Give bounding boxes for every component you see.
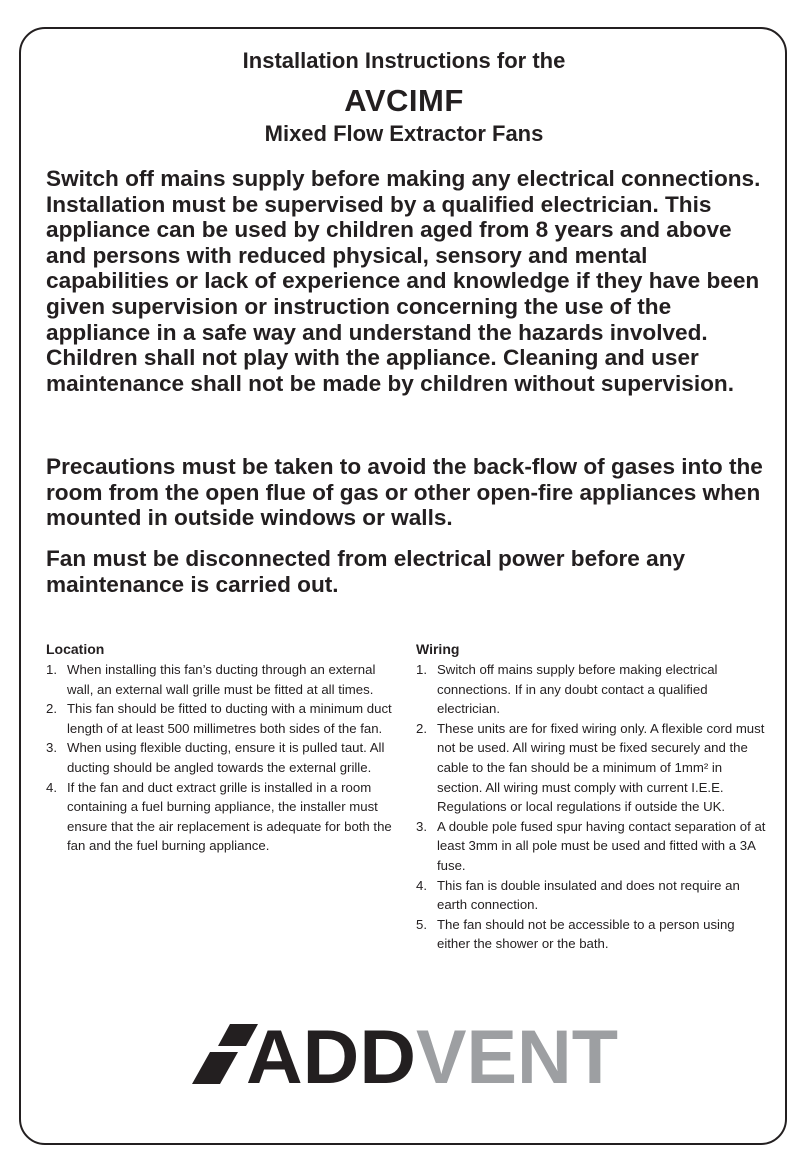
- list-item: [46, 699, 396, 738]
- list-item: [416, 817, 768, 876]
- title-line-3: Mixed Flow Extractor Fans: [264, 121, 544, 146]
- list-text: This fan should be fitted to ducting with a minimum duct length of at least 500 millimetres both sides of the fan.: [67, 701, 392, 736]
- list-text: When installing this fan’s ducting through an external wall, an external wall grille must be fitted at all times.: [67, 662, 376, 697]
- logo-text-vent: VENT: [416, 1022, 618, 1086]
- safety-warning-disconnect: Fan must be disconnected from electrical power before any maintenance is carried out.: [46, 546, 686, 597]
- list-item: [416, 876, 768, 915]
- wiring-list: [416, 660, 768, 954]
- title-line-1: Installation Instructions for the: [242, 48, 566, 73]
- list-number: 3.: [46, 740, 57, 756]
- list-item: [416, 719, 768, 817]
- list-number: 4.: [46, 779, 57, 795]
- safety-warning-supervision: Switch off mains supply before making any electrical connections. Installation must be supervised by a qualified electrician. This appliance can be used by children aged from 8 years and above and persons with reduced physical, sensory and mental capabilities or lack of experience and knowledge if they have been given supervision or instruction concerning the use of the appliance in a safe way and understand the hazards involved. Children shall not play with the appliance. Cleaning and user maintenance shall not be made by children without supervision.: [46, 166, 761, 396]
- location-section: [46, 640, 396, 856]
- addvent-logo: [188, 1022, 620, 1086]
- list-text: A double pole fused spur having contact separation of at least 3mm in all pole must be used and fitted with a 3A fuse.: [437, 818, 766, 873]
- list-text: Switch off mains supply before making electrical connections. If in any doubt contact a qualified electrician.: [437, 662, 718, 717]
- list-number: 2.: [46, 701, 57, 717]
- list-item: [46, 660, 396, 699]
- list-number: 1.: [46, 662, 57, 677]
- wiring-heading: Wiring: [416, 641, 460, 657]
- list-number: 2.: [416, 720, 427, 736]
- model-title: AVCIMF: [344, 83, 464, 118]
- list-item: [416, 660, 768, 719]
- list-number: 3.: [416, 818, 427, 834]
- list-text: If the fan and duct extract grille is installed in a room containing a fuel burning appliance, the installer must ensure that the air replacement is adequate for both the fan and the fuel burning appliance.: [67, 779, 392, 854]
- logo-stripe: [192, 1052, 238, 1084]
- location-heading: Location: [46, 641, 105, 657]
- list-item: [416, 915, 768, 954]
- list-text: This fan is double insulated and does not require an earth connection.: [437, 877, 740, 913]
- list-number: 5.: [416, 916, 427, 932]
- list-text: The fan should not be accessible to a person using either the shower or the bath.: [437, 916, 735, 952]
- list-number: 4.: [416, 877, 427, 893]
- safety-warning-backflow: Precautions must be taken to avoid the back-flow of gases into the room from the open flue of gas or other open-fire appliances when mounted in outside windows or walls.: [46, 454, 763, 531]
- list-number: 1.: [416, 662, 427, 677]
- list-text: When using flexible ducting, ensure it is pulled taut. All ducting should be angled towards the external grille.: [67, 740, 385, 775]
- list-text: These units are for fixed wiring only. A flexible cord must not be used. All wiring must be fixed securely and the cable to the fan should be a minimum of 1mm² in section. All wiring must comply with current I.E.E. Regulations or local regulations if outside the UK.: [437, 720, 765, 815]
- logo-text-add: ADD: [246, 1022, 416, 1086]
- location-list: [46, 660, 396, 856]
- wiring-section: [416, 640, 768, 954]
- list-item: [46, 778, 396, 856]
- list-item: [46, 738, 396, 777]
